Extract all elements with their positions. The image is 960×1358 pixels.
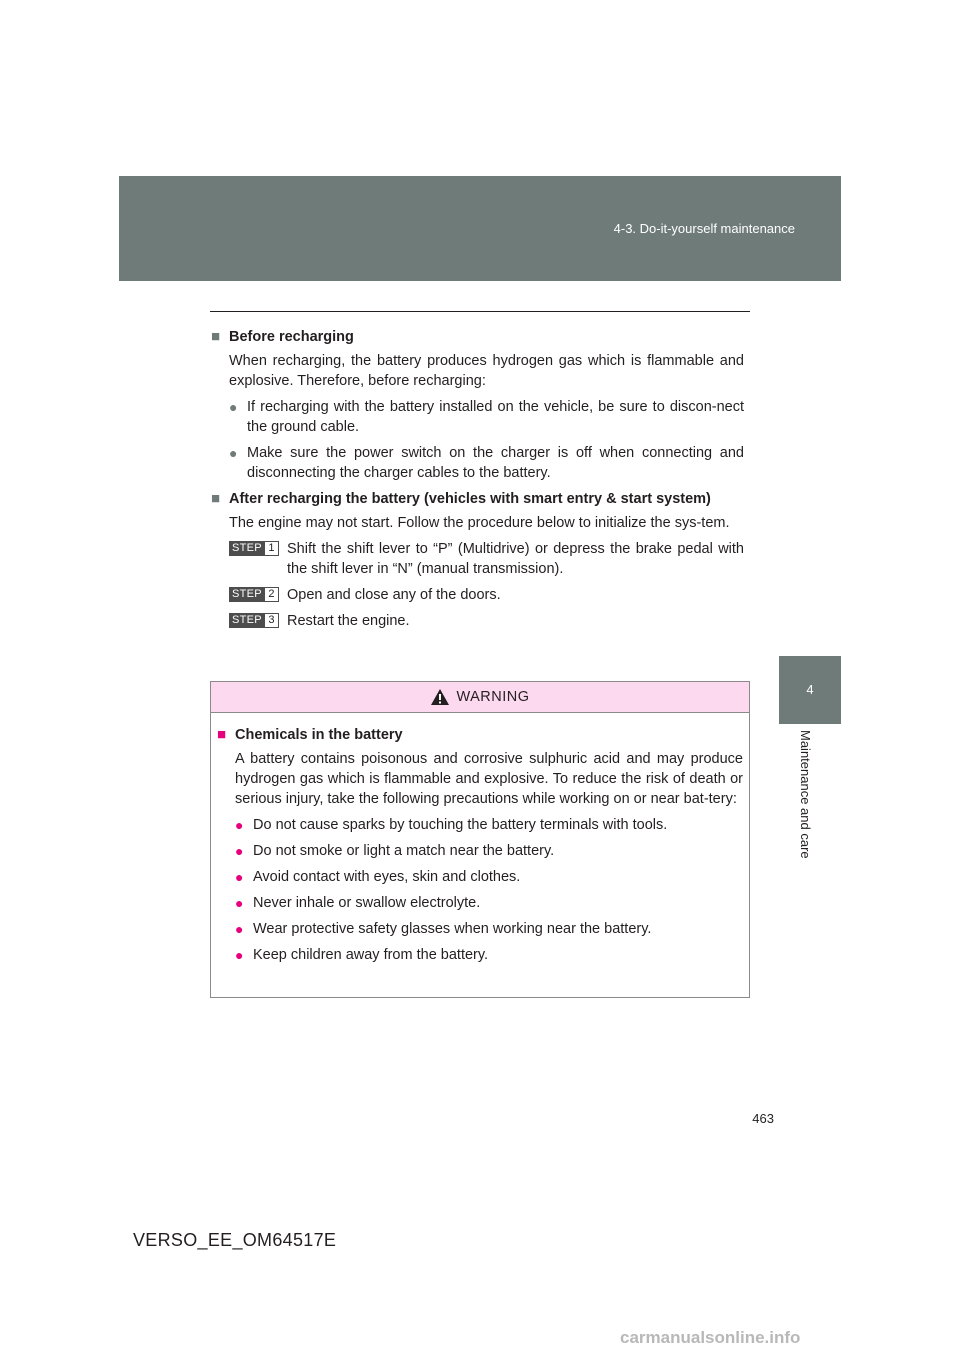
warning-intro: A battery contains poisonous and corrosive sulphuric acid and may produce hydrogen gas which is flammable and explosive. To reduce the risk of death or serious injury, take the following precautions while working on or near bat-tery: (235, 751, 743, 807)
warning-header (211, 682, 749, 713)
warning-triangle-icon (430, 688, 450, 706)
circle-bullet-icon: ● (235, 869, 244, 885)
step-item: STEP 2 Open and close any of the doors. (229, 585, 744, 605)
circle-bullet-icon: ● (229, 399, 238, 415)
warning-title: WARNING (456, 689, 530, 705)
warning-box (210, 681, 750, 998)
circle-bullet-icon: ● (235, 817, 244, 833)
list-item: ● Do not cause sparks by touching the battery terminals with tools. (235, 817, 668, 833)
step-item: STEP 3 Restart the engine. (229, 611, 744, 631)
after-recharging-intro: The engine may not start. Follow the procedure below to initialize the sys-tem. (229, 515, 730, 531)
page-number: 463 (752, 1111, 774, 1126)
square-bullet-icon: ■ (211, 490, 221, 507)
before-recharging-intro: When recharging, the battery produces hydrogen gas which is flammable and explosive. Therefore, before recharging: (229, 353, 744, 389)
list-item: ● Wear protective safety glasses when working near the battery. (235, 921, 652, 937)
document-code: VERSO_EE_OM64517E (133, 1230, 337, 1250)
chapter-tab: 4 (779, 656, 841, 724)
circle-bullet-icon: ● (235, 843, 244, 859)
square-bullet-icon: ■ (217, 726, 227, 743)
list-item: ● Avoid contact with eyes, skin and clothes. (235, 869, 521, 885)
step-badge: STEP 2 (229, 587, 279, 602)
warning-body (211, 713, 749, 965)
section-rule (210, 311, 750, 312)
list-item: ● Never inhale or swallow electrolyte. (235, 895, 481, 911)
circle-bullet-icon: ● (235, 921, 244, 937)
section-title: 4-3. Do-it-yourself maintenance (613, 221, 795, 236)
watermark: carmanualsonline.info (620, 1328, 801, 1347)
warning-heading: ■ Chemicals in the battery (217, 726, 403, 743)
list-item: ● Keep children away from the battery. (235, 947, 489, 963)
step-item: STEP 1 Shift the shift lever to “P” (Multidrive) or depress the brake pedal with the shift lever in “N” (manual transmission). (229, 539, 744, 579)
after-recharging-heading: ■ After recharging the battery (vehicles with smart entry & start system) (211, 490, 711, 507)
main-content (211, 327, 744, 637)
list-item: ● Make sure the power switch on the charger is off when connecting and disconnecting the charger cables to the battery. (229, 445, 744, 481)
before-recharging-heading: ■ Before recharging (211, 328, 354, 345)
step-badge: STEP 3 (229, 613, 279, 628)
chapter-label: Maintenance and care (798, 730, 813, 859)
step-badge: STEP 1 (229, 541, 279, 556)
circle-bullet-icon: ● (235, 895, 244, 911)
circle-bullet-icon: ● (235, 947, 244, 963)
list-item: ● Do not smoke or light a match near the battery. (235, 843, 555, 859)
list-item: ● If recharging with the battery installed on the vehicle, be sure to discon-nect the ground cable. (229, 399, 744, 435)
circle-bullet-icon: ● (229, 445, 238, 461)
square-bullet-icon: ■ (211, 328, 221, 345)
header-band (119, 176, 841, 281)
